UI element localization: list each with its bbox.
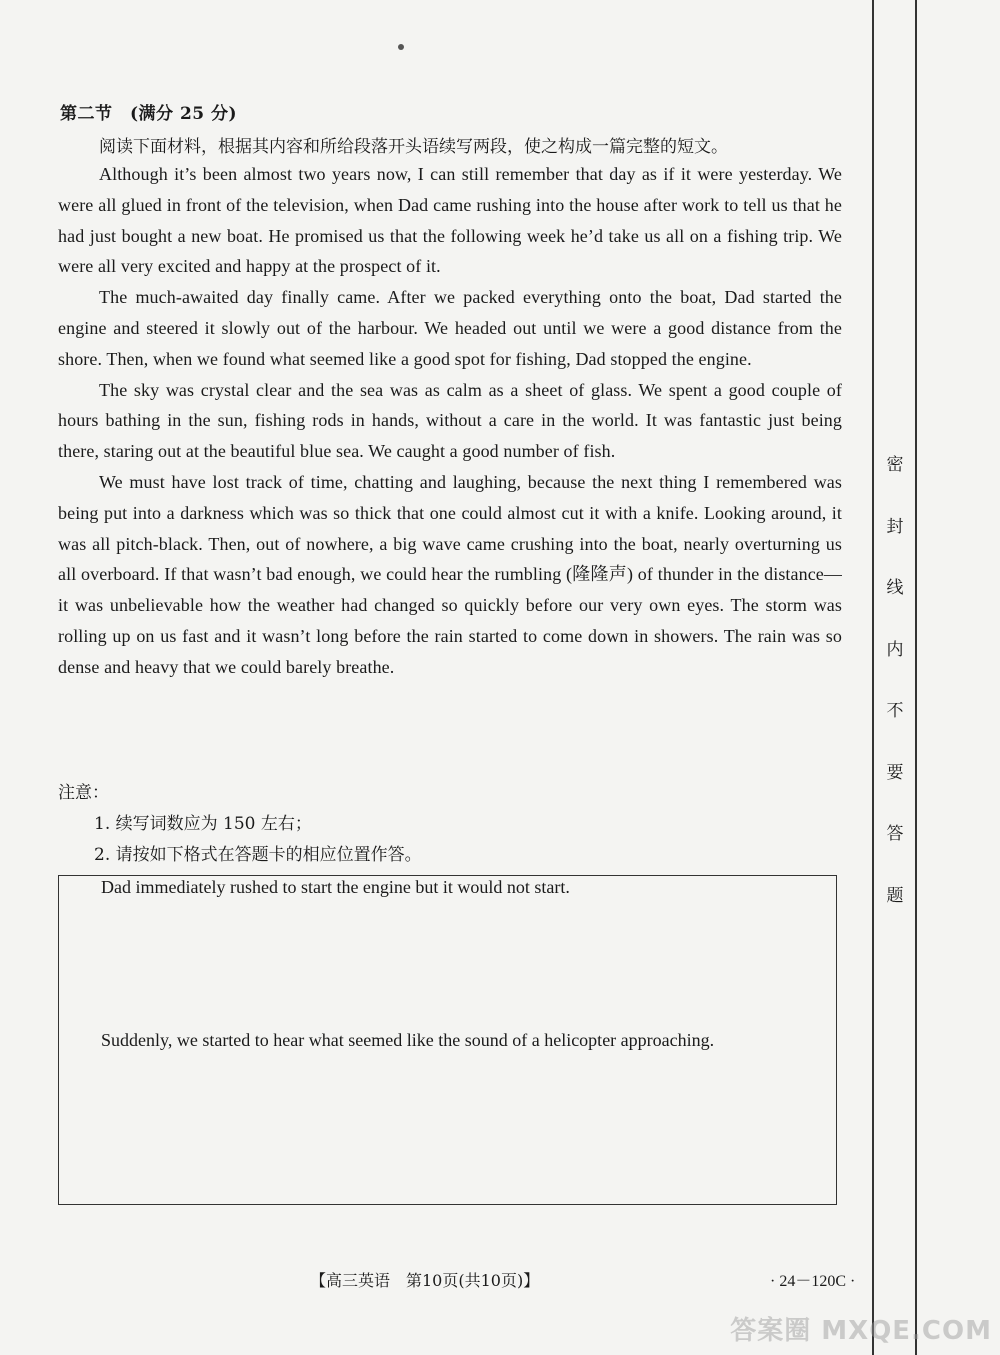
note-item-2: 2. 请按如下格式在答题卡的相应位置作答。 [94, 845, 422, 865]
footer-page-info: 【高三英语 第10页(共10页)】 [310, 1271, 540, 1290]
seal-char: 线 [886, 578, 904, 598]
seal-char: 要 [886, 762, 904, 783]
seal-char: 答 [886, 824, 904, 844]
paragraph-starter-1: Dad immediately rushed to start the engine but it would not start. [101, 877, 570, 897]
watermark: 答案圈 MXQE.COM [730, 1316, 992, 1346]
notes-section [58, 778, 422, 871]
footer-exam-code: · 24－120C · [770, 1273, 856, 1290]
seal-line-left [872, 0, 874, 1355]
print-dot [398, 44, 404, 50]
seal-char: 密 [886, 455, 904, 475]
passage-paragraph-4: We must have lost track of time, chatting and laughing, because the next thing I remembered was being put into a darkness which was so thick that one could almost cut it with a knife. Looking around, it was all pitch-black. Then, out of nowhere, a big wave came crushing into the boat, nearly overturning us all overboard. If that wasn’t bad enough, we could hear the rumbling (隆隆声) of thunder in the distance—it was unbelievable how the weather had changed so quickly before our very own eyes. The storm was rolling up on us fast and it wasn’t long before the rain started to come down in showers. The rain was so dense and heavy that we could barely breathe. [58, 471, 842, 677]
seal-char: 题 [886, 885, 904, 906]
answer-box[interactable] [58, 875, 837, 1205]
seal-char: 内 [886, 639, 904, 660]
notes-label: 注意： [58, 783, 109, 803]
passage-paragraph-1: Although it’s been almost two years now, I can still remember that day as if it were yesterday. We were all glued in front of the television, when Dad came rushing into the house after work to tell us that he had just bought a new boat. He promised us that the following week he’d take us all on a fishing trip. We were all very excited and happy at the prospect of it. [58, 164, 842, 277]
section-instruction: 阅读下面材料，根据其内容和所给段落开头语续写两段，使之构成一篇完整的短文。 [99, 137, 728, 157]
seal-line-text [880, 455, 910, 947]
passage-paragraph-2: The much-awaited day finally came. After we packed everything onto the boat, Dad started the engine and steered it slowly out of the harbour. We headed out until we were a good distance from the shore. Then, when we found what seemed like a good spot for fishing, Dad stopped the engine. [58, 287, 842, 369]
passage-paragraph-3: The sky was crystal clear and the sea was as calm as a sheet of glass. We spent a good couple of hours bathing in the sun, fishing rods in hands, without a care in the world. It was fantastic just being there, staring out at the beautiful blue sea. We caught a good number of fish. [58, 379, 842, 462]
seal-line-right [915, 0, 917, 1355]
seal-char: 不 [886, 701, 904, 721]
note-item-1: 1. 续写词数应为 150 左右； [94, 814, 312, 834]
reading-passage [58, 159, 842, 683]
section-title: 第二节 (满分 25 分) [60, 104, 238, 124]
paragraph-starter-2: Suddenly, we started to hear what seemed like the sound of a helicopter approaching. [101, 1030, 715, 1050]
seal-char: 封 [886, 516, 904, 537]
